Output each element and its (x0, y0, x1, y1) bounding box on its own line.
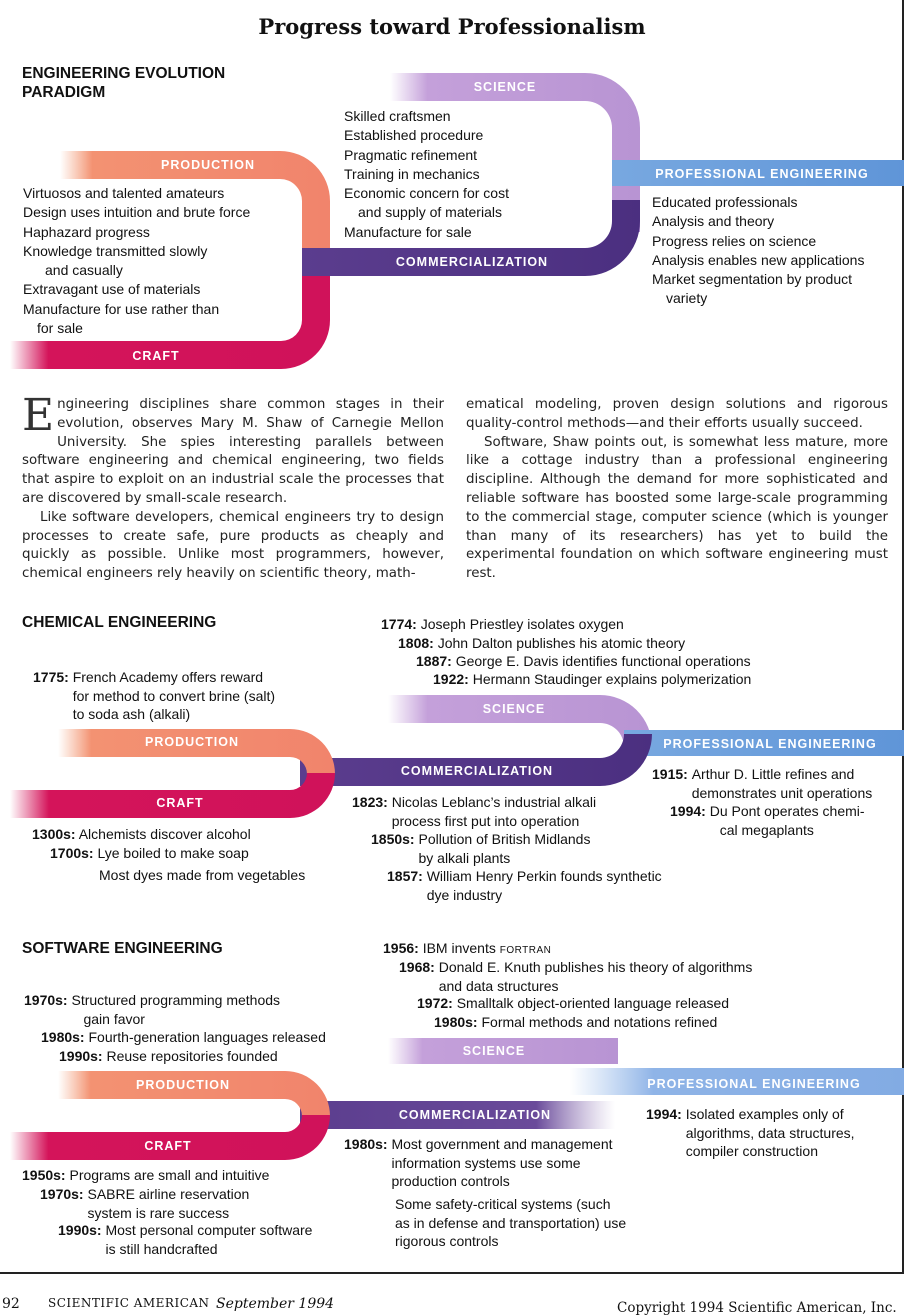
event-text: Most personal computer software (105, 1222, 313, 1238)
event-year: 1922: (433, 671, 469, 687)
note-line: rigorous controls (395, 1233, 499, 1249)
list-item: Manufacture for sale (344, 223, 472, 240)
event-entry (22, 1166, 269, 1185)
event-text: SABRE airline reservation (87, 1186, 250, 1202)
event-text: demonstrates unit operations (691, 784, 873, 801)
list-item: Educated professionals (652, 194, 798, 210)
event-text: and data structures (438, 977, 559, 994)
list-item: Progress relies on science (652, 232, 817, 249)
event-text: for method to convert brine (salt) (72, 687, 276, 704)
event-year: 1950s: (22, 1167, 66, 1183)
chemical-heading: CHEMICAL ENGINEERING (22, 614, 217, 631)
list-item: and supply of materials (358, 204, 502, 221)
event-text: compiler construction (685, 1143, 818, 1159)
software-label-professional: PROFESSIONAL ENGINEERING (647, 1077, 861, 1091)
event-text: Programs are small and intuitive (69, 1167, 270, 1183)
chemical-label-craft: CRAFT (156, 796, 204, 810)
event-entry (352, 793, 596, 830)
event-year: 1970s: (24, 992, 68, 1008)
event-entry (417, 994, 729, 1013)
event-year: 1980s: (41, 1029, 85, 1045)
paradigm-craft-list (23, 184, 250, 338)
list-item: Manufacture for use rather than (23, 300, 220, 317)
event-text: Lye boiled to make soap (97, 845, 249, 861)
event-text: information systems use some (391, 1154, 581, 1171)
event-text: process first put into operation (391, 812, 580, 829)
event-entry (24, 991, 280, 1028)
note-line: Some safety-critical systems (such (395, 1196, 611, 1212)
event-year: 1887: (416, 653, 452, 669)
event-text: William Henry Perkin founds synthetic (426, 868, 662, 884)
drop-cap: E (22, 390, 55, 441)
event-year: 1808: (398, 635, 434, 651)
event-text: Du Pont operates chemi- (709, 803, 865, 819)
event-entry (41, 1028, 326, 1047)
article-column-1 (22, 390, 444, 584)
event-year: 1823: (352, 794, 388, 810)
chemical-label-professional: PROFESSIONAL ENGINEERING (663, 737, 877, 751)
event-entry (344, 1135, 613, 1191)
event-text: Structured programming methods (71, 992, 281, 1008)
event-text: cal megaplants (719, 821, 814, 838)
event-text: by alkali plants (418, 849, 511, 866)
list-item: Skilled craftsmen (344, 108, 451, 124)
list-item: variety (666, 290, 708, 307)
list-item: Knowledge transmitted slowly (23, 242, 208, 259)
event-text: Formal methods and notations refined (481, 1014, 718, 1030)
list-item: Analysis and theory (652, 213, 775, 230)
event-text: to soda ash (alkali) (72, 706, 191, 722)
issue-date: September 1994 (216, 1296, 335, 1312)
event-entry (371, 830, 590, 867)
event-year: 1970s: (40, 1186, 84, 1202)
event-entry (381, 615, 624, 634)
list-item: for sale (37, 320, 83, 337)
event-year: 1850s: (371, 831, 415, 847)
event-text: Joseph Priestley isolates oxygen (420, 616, 624, 632)
event-year: 1956: (383, 940, 419, 956)
event-entry (398, 634, 685, 653)
commercial-note (395, 1195, 626, 1251)
event-text: Pollution of British Midlands (418, 831, 591, 847)
event-entry (59, 1047, 278, 1066)
event-year: 1915: (652, 766, 688, 782)
paradigm-professional-list (652, 193, 864, 309)
event-entry (58, 1221, 312, 1258)
chemical-label-science: SCIENCE (482, 702, 546, 716)
event-text: gain favor (83, 1010, 145, 1027)
event-text: George E. Davis identifies functional operations (455, 653, 751, 669)
event-year: 1775: (33, 669, 69, 685)
event-text: IBM invents (422, 940, 500, 956)
event-year: 1972: (417, 995, 453, 1011)
event-text: Nicolas Leblanc’s industrial alkali (391, 794, 597, 810)
list-item: Design uses intuition and brute force (23, 204, 251, 221)
list-item: Pragmatic refinement (344, 146, 478, 163)
event-text: algorithms, data structures, (685, 1124, 855, 1141)
event-entry (387, 867, 662, 904)
list-item: Extravagant use of materials (23, 281, 201, 298)
event-text: Alchemists discover alcohol (78, 826, 251, 842)
event-text: Isolated examples only of (685, 1106, 844, 1122)
event-year: 1980s: (344, 1136, 388, 1152)
event-entry (33, 668, 275, 724)
event-year: 1774: (381, 616, 417, 632)
paradigm-label-professional: PROFESSIONAL ENGINEERING (655, 167, 869, 181)
event-text: dye industry (426, 886, 503, 903)
event-entry (652, 765, 872, 802)
event-year: 1300s: (32, 826, 76, 842)
event-entry (40, 1185, 249, 1222)
software-label-science: SCIENCE (462, 1044, 526, 1058)
event-entry (416, 652, 751, 671)
event-year: 1990s: (58, 1222, 102, 1238)
event-text: French Academy offers reward (72, 669, 264, 685)
event-entry (670, 802, 865, 839)
software-label-commercialization: COMMERCIALIZATION (398, 1108, 552, 1122)
list-item: Economic concern for cost (344, 185, 509, 202)
article-paragraph: ngineering disciplines share common stages in their evolution, observes Mary M. Shaw of Carnegie Mellon University. She spies interesting parallels between software engineering and chemical engineering, two fields that aspire to exploit on an industrial scale the processes that are discovered by small-scale research. (22, 397, 444, 506)
event-year: 1968: (399, 959, 435, 975)
craft-note: Most dyes made from vegetables (99, 867, 306, 883)
paradigm-label-commercialization: COMMERCIALIZATION (395, 255, 549, 269)
software-craft-band (10, 1115, 330, 1160)
paradigm-label-science: SCIENCE (473, 80, 537, 94)
list-item: Established procedure (344, 127, 484, 144)
note-line: as in defense and transportation) use (395, 1214, 627, 1231)
event-text-smallcaps: FORTRAN (499, 945, 552, 956)
paradigm-commercial-list (344, 107, 509, 242)
list-item: Virtuosos and talented amateurs (23, 185, 225, 201)
list-item: Market segmentation by product (652, 271, 852, 288)
magazine-name: SCIENTIFIC AMERICAN (48, 1296, 210, 1310)
software-label-craft: CRAFT (144, 1139, 192, 1153)
event-year: 1700s: (50, 845, 94, 861)
list-item: Training in mechanics (344, 165, 480, 182)
event-text: Smalltalk object-oriented language released (456, 995, 730, 1011)
event-text: production controls (391, 1173, 510, 1189)
paradigm-heading (22, 64, 225, 102)
event-entry (50, 844, 249, 863)
paradigm-heading-line: PARADIGM (22, 84, 106, 101)
paradigm-label-craft: CRAFT (132, 349, 180, 363)
event-text: is still handcrafted (105, 1240, 218, 1257)
chemical-label-commercialization: COMMERCIALIZATION (400, 764, 554, 778)
event-year: 1857: (387, 868, 423, 884)
list-item: Analysis enables new applications (652, 251, 865, 268)
event-text: Arthur D. Little refines and (691, 766, 855, 782)
event-entry (32, 825, 251, 844)
article-paragraph: Like software developers, chemical engineers try to design processes to create safe, pure products as cheaply and quickly as possible. Unlike most programmers, however, chemical engineers rely heavily on scientific theory, math- (22, 509, 444, 582)
event-year: 1980s: (434, 1014, 478, 1030)
event-text: Donald E. Knuth publishes his theory of algorithms (438, 959, 753, 975)
article-paragraph: Software, Shaw points out, is somewhat less mature, more like a cottage industry than a professional engineering discipline. Although the demand for more sophisticated and reliable software has boosted some large-scale programming to the commercial stage, computer science (which is younger than many of its researchers) has yet to build the experimental foundation on which software engineering must rest. (466, 434, 888, 582)
page-title: Progress toward Professionalism (258, 14, 646, 39)
event-text: Most government and management (391, 1136, 613, 1152)
list-item: Haphazard progress (23, 223, 150, 240)
paradigm-label-production: PRODUCTION (160, 158, 256, 172)
event-text: Fourth-generation languages released (88, 1029, 326, 1045)
event-year: 1990s: (59, 1048, 103, 1064)
event-text: Reuse repositories founded (106, 1048, 278, 1064)
event-entry (433, 670, 751, 689)
event-entry (646, 1105, 855, 1161)
event-text: system is rare success (87, 1204, 230, 1221)
event-entry (434, 1013, 717, 1032)
event-year: 1994: (646, 1106, 682, 1122)
event-text: Hermann Staudinger explains polymerization (472, 671, 752, 687)
paradigm-heading-line: ENGINEERING EVOLUTION (22, 65, 226, 82)
event-entry (399, 958, 752, 995)
page-number: 92 (2, 1296, 20, 1312)
article-column-2 (466, 396, 888, 584)
software-heading: SOFTWARE ENGINEERING (22, 940, 223, 957)
software-label-production: PRODUCTION (135, 1078, 231, 1092)
chemical-label-production: PRODUCTION (144, 735, 240, 749)
article-paragraph: ematical modeling, proven design solutions and rigorous quality-control methods—and their efforts usually succeed. (466, 397, 888, 431)
event-year: 1994: (670, 803, 706, 819)
copyright: Copyright 1994 Scientific American, Inc. (617, 1300, 897, 1316)
list-item: and casually (45, 262, 123, 279)
event-text: John Dalton publishes his atomic theory (437, 635, 686, 651)
